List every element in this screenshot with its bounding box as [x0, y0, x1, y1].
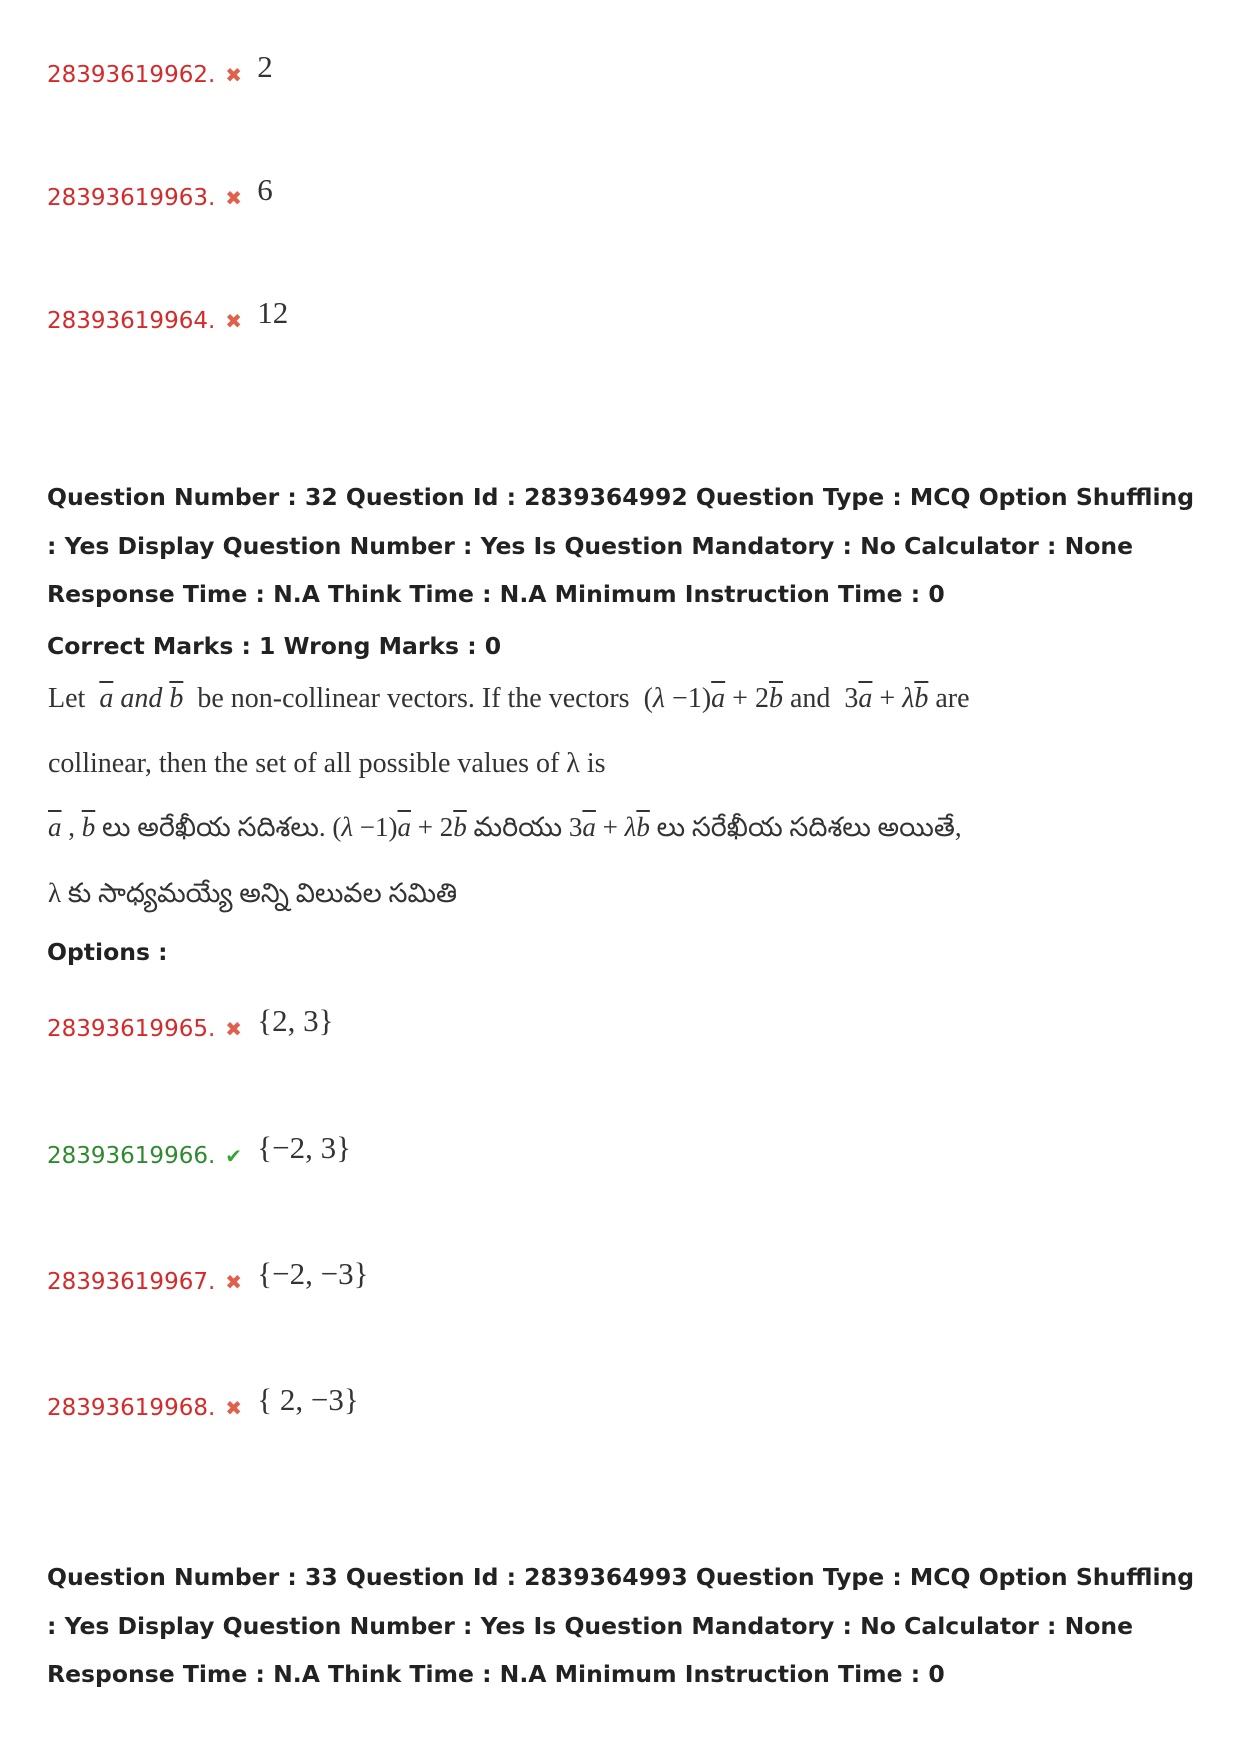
option-id: 28393619966. — [47, 1143, 216, 1169]
option-id: 28393619962. — [47, 62, 216, 88]
option-value: 6 — [257, 172, 273, 207]
option-id: 28393619968. — [47, 1395, 216, 1421]
telugu-text-c: లు సరేఖీయ సదిశలు అయితే, — [656, 812, 962, 842]
option-id: 28393619967. — [47, 1269, 216, 1295]
question-marks: Correct Marks : 1 Wrong Marks : 0 — [47, 632, 502, 660]
option-row — [47, 1004, 334, 1054]
cross-icon: ✖ — [225, 1017, 243, 1041]
option-id: 28393619963. — [47, 185, 216, 211]
option-row — [47, 50, 273, 100]
option-value: {2, 3} — [257, 1003, 334, 1038]
question-text-line-2: collinear, then the set of all possible values of λ is — [48, 748, 606, 779]
question-text-middle: be non-collinear vectors. If the vectors — [197, 683, 630, 714]
cross-icon: ✖ — [225, 186, 243, 210]
cross-icon: ✖ — [225, 1396, 243, 1420]
question-meta: Question Number : 33 Question Id : 2839364993 Question Type : MCQ Option Shuffling : Yes Display Question Number : Yes Is Question Mandatory : No Calculator : None Response Time : N.A Think Time : N.A Minimum Instruction Time : 0 — [47, 1563, 1195, 1688]
option-value: { 2, −3} — [257, 1382, 359, 1417]
option-row — [47, 1383, 359, 1433]
telugu-text-b: మరియు — [473, 812, 563, 842]
question-meta: Question Number : 32 Question Id : 2839364992 Question Type : MCQ Option Shuffling : Yes Display Question Number : Yes Is Question Mandatory : No Calculator : None Response Time : N.A Think Time : N.A Minimum Instruction Time : 0 — [47, 483, 1195, 608]
option-row-correct — [47, 1131, 351, 1181]
option-row — [47, 296, 288, 346]
cross-icon: ✖ — [225, 1270, 243, 1294]
options-label: Options : — [47, 938, 168, 966]
question-text-let: Let — [48, 683, 86, 714]
cross-icon: ✖ — [225, 63, 243, 87]
telugu-text-a: లు అరేఖీయ సదిశలు. — [102, 812, 326, 842]
option-id: 28393619965. — [47, 1016, 216, 1042]
cross-icon: ✖ — [225, 309, 243, 333]
question-text-telugu-line-2: λ కు సాధ్యమయ్యే అన్ని విలువల సమితి — [48, 878, 458, 908]
question-text-line-1: Let $\overline{a}$ and $\overline{b}$ be non-collinear vectors. If the vectors $(\lambda -1)\overline{a} + 2\overline{b}$ and $3\overline{a} + \lambda\overline{b}$ are — [48, 683, 970, 714]
option-row — [47, 173, 273, 223]
option-value: {−2, 3} — [257, 1130, 352, 1165]
option-row — [47, 1257, 369, 1307]
option-value: 12 — [257, 295, 289, 330]
question-text-telugu-line-1: $\overline{a}$ , $\overline{b}$ లు అరేఖీయ సదిశలు. $(\lambda -1)\overline{a} + 2\overline{b}$ మరియు $3\overline{a} + \lambda\overline{b}$ లు సరేఖీయ సదిశలు అయితే, — [48, 812, 962, 842]
option-value: {−2, −3} — [257, 1256, 369, 1291]
question-text-are: are — [935, 683, 970, 714]
option-value: 2 — [257, 49, 273, 84]
check-icon: ✔ — [225, 1144, 243, 1168]
option-id: 28393619964. — [47, 308, 216, 334]
question-text-and: and — [789, 683, 831, 714]
